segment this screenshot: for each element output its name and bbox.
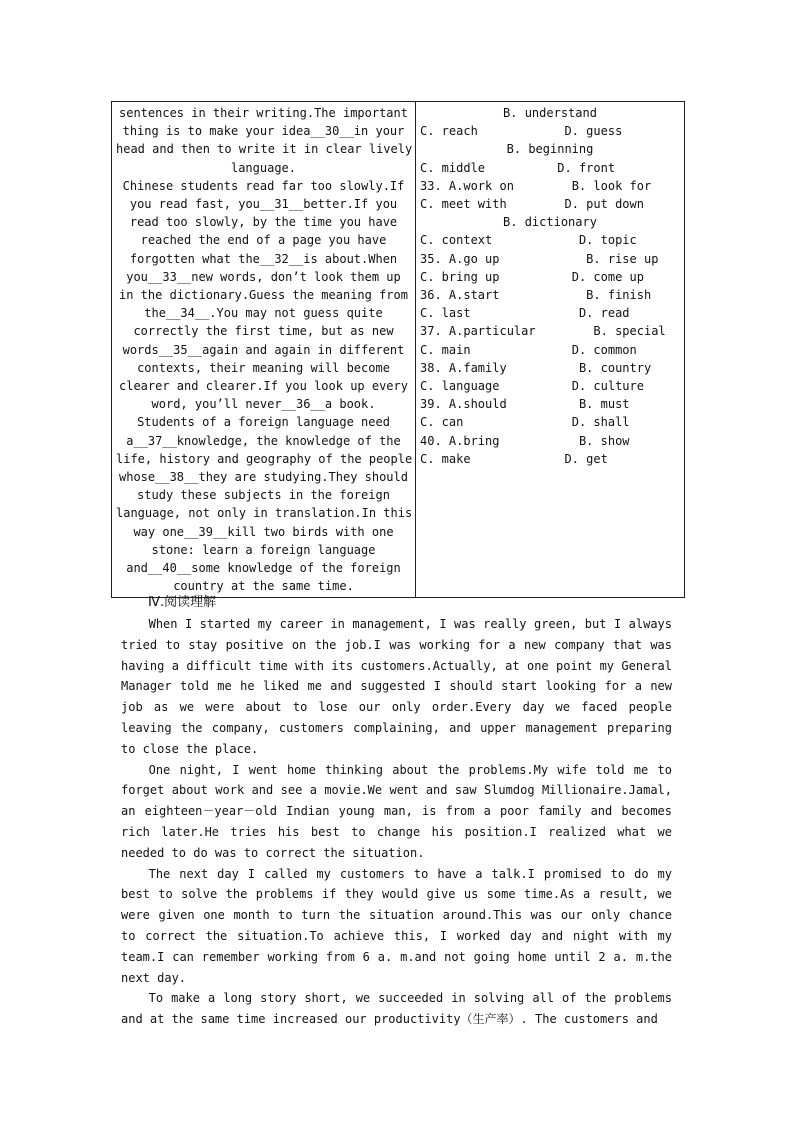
option-line: 39. A.should B. must	[420, 397, 630, 412]
passage-line: in the dictionary.Guess the meaning from	[119, 288, 408, 303]
passage-line: Chinese students read far too slowly.If	[122, 178, 405, 193]
passage-line: forgotten what the__32__is about.When	[129, 251, 398, 266]
passage-line: correctly the first time, but as new	[133, 324, 394, 339]
passage-line: study these subjects in the foreign	[137, 488, 390, 503]
passage-line: reached the end of a page you have	[140, 233, 387, 248]
passage-line: language, not only in translation.In this	[116, 506, 413, 521]
option-line: C. make D. get	[420, 451, 608, 466]
passage-line: life, history and geography of the people	[116, 451, 413, 466]
section-title: Ⅳ.阅读理解	[148, 595, 217, 610]
passage-line: you__33__new words, don’t look them up	[126, 269, 401, 284]
cloze-options-cell	[416, 102, 685, 598]
passage-line: stone: learn a foreign language	[151, 542, 376, 557]
passage-line: thing is to make your idea__30__in your	[122, 124, 405, 139]
reading-paragraph: When I started my career in management, I was really green, but I always tried to stay positive on the job.I was working for a new company that was having a difficult time with its customers.Actually, at one point my General Manager told me he liked me and suggested I should start looking for a new job as we were about to lose our only order.Every day we faced people leaving the company, customers complaining, and upper management preparing to close the place.	[121, 617, 672, 756]
option-line: C. context D. topic	[420, 233, 637, 248]
option-line: C. language D. culture	[420, 379, 644, 394]
passage-line: read too slowly, by the time you have	[129, 215, 398, 230]
cloze-exercise-table	[111, 101, 685, 598]
reading-paragraph: To make a long story short, we succeeded in solving all of the problems and at the same time increased our productivity（生产率）. The customers and	[121, 991, 672, 1027]
option-line: B. beginning	[506, 142, 594, 157]
option-line: C. reach D. guess	[420, 124, 623, 139]
reading-passage	[121, 614, 672, 1030]
option-line: C. main D. common	[420, 342, 637, 357]
passage-line: and__40__some knowledge of the foreign	[126, 561, 401, 576]
passage-line: whose__38__they are studying.They should	[119, 470, 408, 485]
option-line: 33. A.work on B. look for	[420, 178, 652, 193]
option-line: 37. A.particular B. special	[420, 324, 666, 339]
passage-line: you read fast, you__31__better.If you	[129, 197, 398, 212]
reading-paragraph: One night, I went home thinking about the problems.My wife told me to forget about work and see a movie.We went and saw Slumdog Millionaire.Jamal, an eighteen－year－old Indian young man, is from a poor family and becomes rich later.He tries his best to change his position.I realized what we needed to do was to correct the situation.	[121, 762, 672, 860]
cloze-passage-cell	[112, 102, 416, 598]
passage-line: words__35__again and again in different	[122, 342, 405, 357]
cloze-options	[420, 104, 680, 468]
passage-line: Students of a foreign language need	[137, 415, 390, 430]
option-line: 35. A.go up B. rise up	[420, 251, 659, 266]
option-line: C. can D. shall	[420, 415, 630, 430]
option-line: C. last D. read	[420, 306, 630, 321]
passage-line: head and then to write it in clear lively	[116, 142, 413, 157]
passage-line: way one__39__kill two birds with one	[133, 524, 394, 539]
option-line: C. middle D. front	[420, 160, 616, 175]
option-line: 40. A.bring B. show	[420, 433, 630, 448]
passage-line: word, you’ll never__36__a book.	[151, 397, 376, 412]
option-line: B. understand	[503, 106, 597, 120]
option-line: 36. A.start B. finish	[420, 288, 652, 303]
option-line: 38. A.family B. country	[420, 360, 652, 375]
cloze-passage	[116, 104, 411, 595]
passage-line: a__37__knowledge, the knowledge of the	[126, 433, 401, 448]
reading-paragraph: The next day I called my customers to have a talk.I promised to do my best to solve the problems if they would give us some time.As a result, we were given one month to turn the situation around.This was our only chance to correct the situation.To achieve this, I worked day and night with my team.I can remember working from 6 a. m.and not going home until 2 a. m.the next day.	[121, 866, 672, 985]
passage-line: clearer and clearer.If you look up every	[119, 379, 408, 394]
passage-line: language.	[230, 160, 297, 175]
option-line: C. meet with D. put down	[420, 197, 644, 212]
option-line: C. bring up D. come up	[420, 269, 644, 284]
passage-line: country at the same time.	[173, 579, 354, 594]
passage-line: sentences in their writing.The important	[119, 106, 408, 120]
passage-line: contexts, their meaning will become	[137, 360, 390, 375]
passage-line: the__34__.You may not guess quite	[144, 306, 383, 321]
option-line: B. dictionary	[503, 215, 597, 230]
